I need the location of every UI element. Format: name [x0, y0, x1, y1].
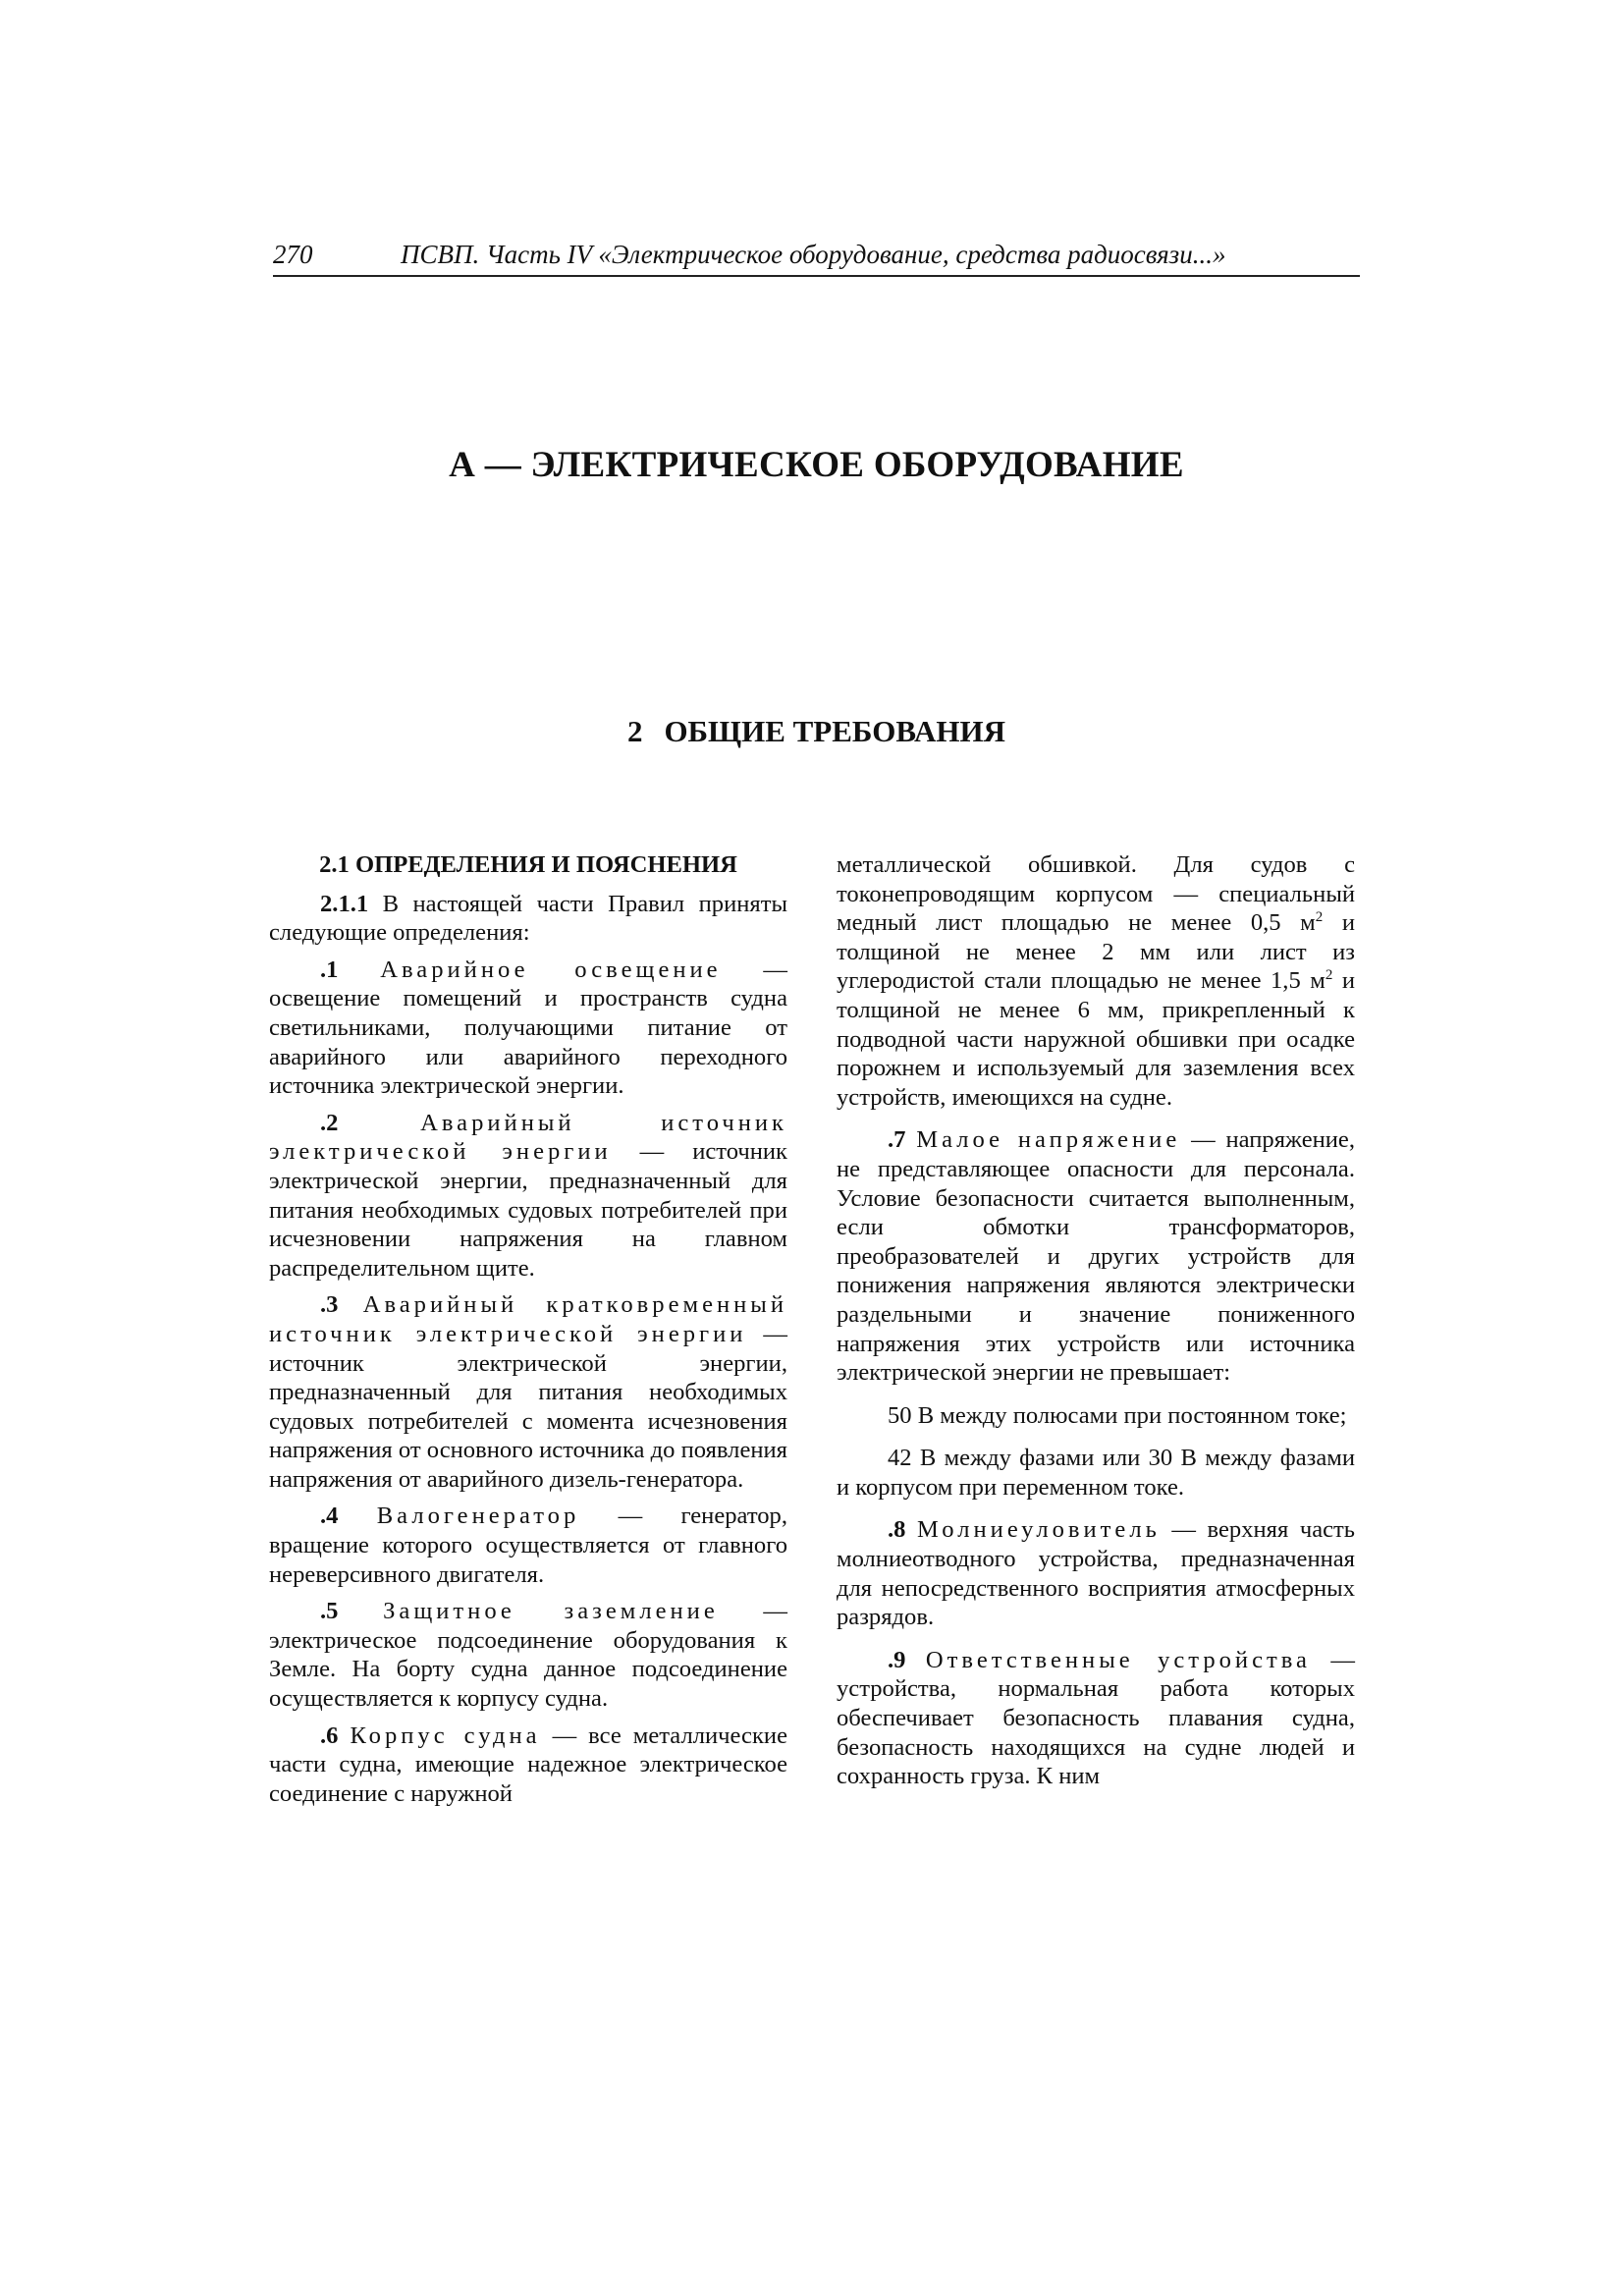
definition-text: — источник электрической энергии, предназначенный для питания необходимых судовых потребителей с момента исчезновения напряжения от основного источника до появления напряжения от аварийного дизель-генератора. — [269, 1320, 787, 1493]
superscript: 2 — [1325, 967, 1333, 984]
running-header — [273, 238, 1360, 277]
voltage-dc-item: 50 В между полюсами при постоянном токе; — [888, 1401, 1347, 1429]
intro-paragraph — [269, 890, 787, 948]
continuation-text: и толщиной не менее 6 мм, прикрепленный к подводной части наружной обшивки при осадке порожнем и используемый для заземления всех устройств, имеющихся на судне. — [837, 967, 1355, 1111]
definition-text: — верхняя часть молниеотводного устройства, предназначенная для непосредственного восприятия атмосферных разрядов. — [837, 1516, 1355, 1631]
definition-3 — [269, 1290, 787, 1494]
continuation-text: металлической обшивкой. Для судов с токонепроводящим корпусом — специальный медный лист площадью не менее 0,5 м — [837, 851, 1355, 937]
definition-text: — электрическое подсоединение оборудования к Земле. На борту судна данное подсоединение осуществляется к корпусу судна. — [269, 1598, 787, 1713]
definition-number: .2 — [320, 1109, 339, 1136]
definition-1 — [269, 956, 787, 1101]
right-column — [837, 850, 1355, 1799]
definition-6 — [269, 1722, 787, 1809]
definition-6-continuation — [837, 850, 1355, 1112]
definition-term: Аварийный источник электрической энергии — [269, 1109, 787, 1166]
page-number: 270 — [273, 240, 313, 269]
continuation-text: и толщиной не менее 2 мм или лист из углеродистой стали площадью не менее 1,5 м — [837, 909, 1356, 995]
definition-number: .7 — [888, 1126, 906, 1154]
definition-number: .5 — [320, 1598, 339, 1625]
definition-number: .1 — [320, 956, 339, 983]
definition-text: — все металлические части судна, имеющие надежное электрическое соединение с наружной — [269, 1722, 787, 1807]
left-column — [269, 850, 787, 1822]
definition-4 — [269, 1502, 787, 1589]
definition-text: — устройства, нормальная работа которых обеспечивает безопасность плавания судна, безопасность находящихся на судне людей и сохранность груза. К ним — [837, 1646, 1355, 1790]
voltage-ac-item: 42 В между фазами или 30 В между фазами и корпусом при переменном токе. — [837, 1445, 1355, 1501]
definition-term: Корпус судна — [350, 1722, 541, 1749]
definition-7 — [837, 1125, 1355, 1387]
running-title: ПСВП. Часть IV «Электрическое оборудование, средства радиосвязи...» — [401, 240, 1226, 269]
definition-text: — генератор, вращение которого осуществляется от главного нереверсивного двигателя. — [269, 1503, 787, 1588]
definition-term: Защитное заземление — [383, 1598, 719, 1625]
definition-term: Молниеуловитель — [917, 1516, 1161, 1544]
definition-9 — [837, 1646, 1355, 1791]
definition-8 — [837, 1515, 1355, 1631]
part-title: А — ЭЛЕКТРИЧЕСКОЕ ОБОРУДОВАНИЕ — [449, 445, 1184, 485]
superscript: 2 — [1315, 909, 1324, 925]
definition-2 — [269, 1109, 787, 1284]
definition-number: .9 — [888, 1646, 906, 1673]
intro-text: В настоящей части Правил приняты следующие определения: — [269, 890, 787, 947]
definition-term: Аварийный кратковременный источник электрической энергии — [269, 1291, 787, 1347]
chapter-number: 2 — [626, 714, 643, 748]
definition-number: .4 — [320, 1503, 339, 1530]
chapter-title — [273, 713, 1360, 750]
definition-text: — источник электрической энергии, предназначенный для питания необходимых судовых потребителей при исчезновении напряжения на главном распределительном щите. — [269, 1138, 787, 1282]
definition-term: Малое напряжение — [916, 1126, 1181, 1154]
definition-number: .8 — [888, 1516, 906, 1544]
definition-number: .6 — [320, 1722, 339, 1749]
definition-5 — [269, 1597, 787, 1713]
definition-number: .3 — [320, 1291, 339, 1319]
definition-term: Ответственные устройства — [925, 1646, 1311, 1673]
section-heading: 2.1 ОПРЕДЕЛЕНИЯ И ПОЯСНЕНИЯ — [319, 851, 737, 878]
definition-term: Валогенератор — [376, 1503, 580, 1530]
definition-term: Аварийное освещение — [380, 956, 722, 983]
chapter-title-text: ОБЩИЕ ТРЕБОВАНИЯ — [664, 714, 1006, 748]
clause-number: 2.1.1 — [320, 890, 369, 917]
definition-text: — освещение помещений и пространств судна светильниками, получающими питание от аварийного или аварийного переходного источника электрической энергии. — [269, 956, 787, 1100]
definition-text: — напряжение, не представляющее опасности для персонала. Условие безопасности считается выполненным, если обмотки трансформаторов, преобразователей и других устройств для понижения напряжения являются электрически раздельными и значение пониженного напряжения этих устройств или источника электрической энергии не превышает: — [837, 1126, 1355, 1387]
